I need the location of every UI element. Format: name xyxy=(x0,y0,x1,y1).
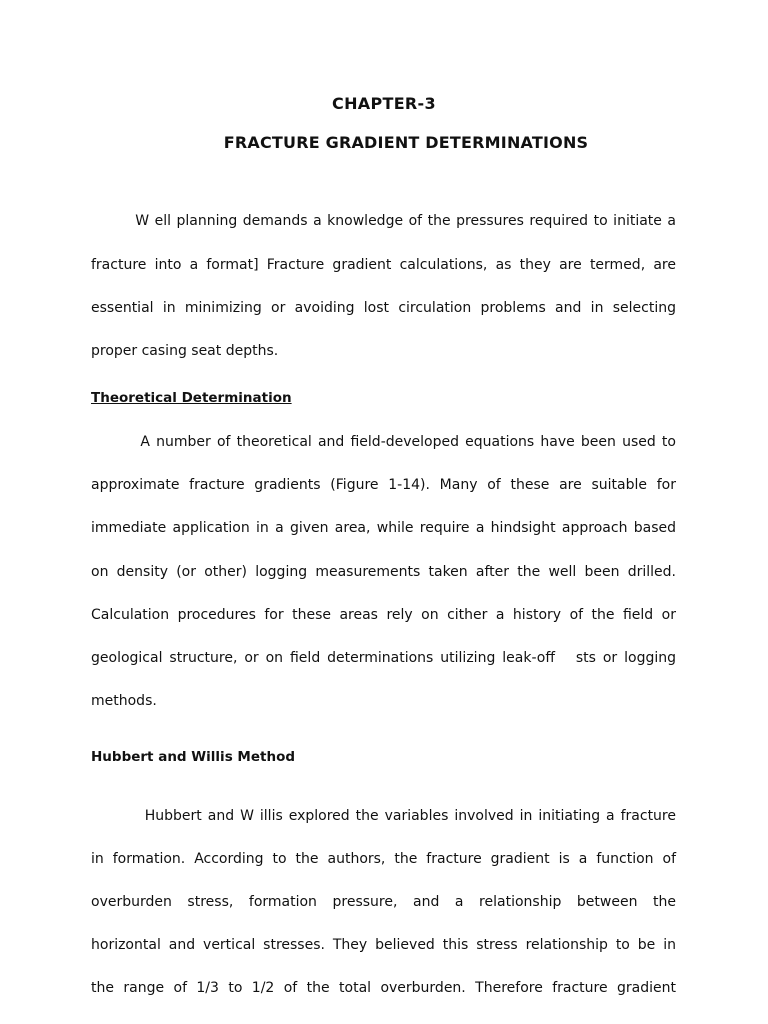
paragraph-line: essential in minimizing or avoiding lost circulation problems and in selecting xyxy=(91,300,676,316)
paragraph-line: immediate application in a given area, while require a hindsight approach based xyxy=(91,520,676,536)
paragraph-line: geological structure, or on field determinations utilizing leak-off sts or logging xyxy=(91,650,676,666)
paragraph-line: fracture into a format] Fracture gradient calculations, as they are termed, are xyxy=(91,257,676,273)
paragraph-line: W ell planning demands a knowledge of the pressures required to initiate a xyxy=(91,213,676,229)
paragraph-line: Calculation procedures for these areas rely on cither a history of the field or xyxy=(91,607,676,623)
section-heading-theoretical: Theoretical Determination xyxy=(91,390,292,406)
chapter-title: FRACTURE GRADIENT DETERMINATIONS xyxy=(223,133,589,152)
paragraph-line: approximate fracture gradients (Figure 1-14). Many of these are suitable for xyxy=(91,477,676,493)
paragraph-line: overburden stress, formation pressure, and a relationship between the xyxy=(91,894,676,910)
paragraph-line: horizontal and vertical stresses. They believed this stress relationship to be in xyxy=(91,937,676,953)
paragraph-line: A number of theoretical and field-developed equations have been used to xyxy=(91,434,676,450)
paragraph-line: methods. xyxy=(91,693,157,709)
paragraph-line: Hubbert and W illis explored the variables involved in initiating a fracture xyxy=(91,808,676,824)
paragraph-line: proper casing seat depths. xyxy=(91,343,279,359)
section-heading-hubbert-willis: Hubbert and Willis Method xyxy=(91,749,296,765)
paragraph-line: in formation. According to the authors, the fracture gradient is a function of xyxy=(91,851,676,867)
paragraph-line: on density (or other) logging measurements taken after the well been drilled. xyxy=(91,564,676,580)
paragraph-line: the range of 1/3 to 1/2 of the total overburden. Therefore fracture gradient xyxy=(91,980,676,996)
chapter-heading: CHAPTER-3 xyxy=(332,94,436,113)
